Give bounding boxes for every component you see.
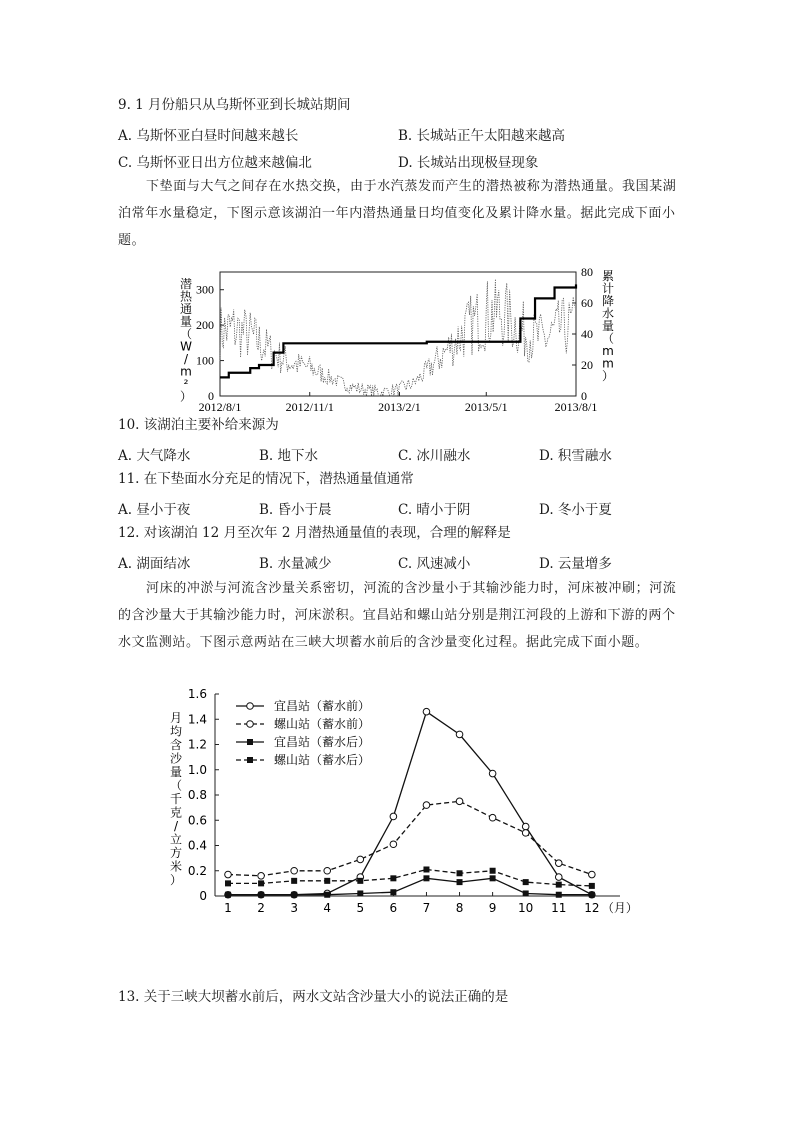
- chart2-series-4-point: [291, 878, 297, 884]
- chart2-ylabel-char: 沙: [169, 751, 183, 766]
- chart1-xtick-label: 2013/2/1: [378, 400, 421, 414]
- q9-option-d: D. 长城站出现极昼现象: [398, 155, 539, 171]
- passage-sediment: 河床的冲淤与河流含沙量关系密切，河流的含沙量小于其输沙能力时，河床被冲刷；河流的含沙量大于其输沙能力时，河床淤积。宜昌站和螺山站分别是荆江河段的上游和下游的两个水文监测站。下图示意两站在三峡大坝蓄水前后的含沙量变化过程。据此完成下面小题。: [118, 581, 677, 650]
- chart2-series-2-point: [555, 860, 562, 867]
- q11-option-c: C. 晴小于阴: [398, 502, 471, 518]
- chart2-ylabel-char: （: [169, 778, 183, 793]
- chart2-series-3-point: [324, 892, 330, 898]
- chart2-legend-label: 螺山站（蓄水前）: [274, 717, 371, 731]
- q10-option-b: B. 地下水: [259, 448, 319, 464]
- chart2-xtick-label: 8: [455, 901, 464, 915]
- chart1-ylabel-right-char: m: [602, 344, 614, 358]
- chart2-series-3-point: [390, 889, 396, 895]
- chart2-series-3-point: [490, 875, 496, 881]
- q10-option-a: A. 大气降水: [118, 448, 191, 464]
- chart2-legend-label: 螺山站（蓄水后）: [274, 753, 371, 767]
- chart2-series-2-point: [589, 871, 596, 878]
- chart1-ytick-label-right: 0: [581, 389, 587, 403]
- chart2-ylabel-char: 均: [169, 724, 183, 739]
- chart2-xtick-label: 6: [389, 901, 398, 915]
- chart2-series-4-point: [523, 879, 529, 885]
- chart1-ytick-label-right: 40: [581, 327, 593, 341]
- chart1-ylabel-left-char: m: [180, 364, 192, 379]
- chart1-precip-line: [220, 284, 576, 377]
- chart1-ylabel-right-char: 计: [601, 281, 615, 296]
- q9-stem: 9. 1 月份船只从乌斯怀亚到长城站期间: [118, 97, 351, 113]
- q10-option-d: D. 积雪融水: [539, 448, 612, 464]
- q9-option-b: B. 长城站正午太阳越来越高: [398, 128, 566, 144]
- chart2-series-2-point: [390, 841, 397, 848]
- chart2-series-3-point: [225, 892, 231, 898]
- chart2-series-4-point: [357, 878, 363, 884]
- chart2-xtick-label: 4: [323, 901, 332, 915]
- chart2-series-1-point: [489, 770, 496, 777]
- chart2-series-2-point: [225, 871, 232, 878]
- chart1-frame: [220, 272, 576, 396]
- chart1-ytick-label-left: 300: [196, 282, 214, 297]
- chart1-ylabel-right-char: 降: [601, 294, 615, 308]
- chart1-ylabel-right-char: 累: [601, 269, 615, 283]
- chart2-ylabel-char: 含: [169, 738, 183, 752]
- chart2-series-4-point: [390, 875, 396, 881]
- chart2-ytick-label: 1.6: [187, 687, 207, 701]
- chart2-ylabel-char: 方: [169, 846, 183, 860]
- chart2-series-1-point: [456, 731, 463, 738]
- chart1-ylabel-left-char: W: [180, 339, 192, 354]
- chart2-series-4-point: [589, 883, 595, 889]
- chart1-xtick-label: 2012/8/1: [198, 400, 242, 414]
- chart1-ylabel-right-char: 量: [601, 319, 615, 333]
- chart2-series-2-point: [258, 873, 265, 880]
- chart1-ylabel-right: [602, 269, 614, 383]
- chart2-ytick-label: 1.4: [187, 712, 207, 727]
- chart1-xtick-label: 2012/11/1: [285, 400, 334, 414]
- latent-heat-chart: [176, 262, 616, 422]
- q11-option-a: A. 昼小于夜: [118, 502, 191, 518]
- chart1-ytick-label-right: 20: [581, 358, 593, 372]
- chart2-series-3-line: [228, 878, 592, 894]
- chart2-xtick-label: 11: [551, 901, 567, 915]
- chart1-ytick-label-left: 200: [196, 318, 214, 333]
- chart2-series-4-point: [225, 880, 231, 886]
- chart2-ylabel-char: 月: [169, 711, 183, 725]
- chart2-ytick-label: 0.4: [187, 838, 207, 853]
- q12-stem: 12. 对该湖泊 12 月至次年 2 月潜热通量值的表现，合理的解释是: [118, 525, 511, 541]
- chart2-ytick-label: 0.8: [187, 788, 207, 802]
- chart2-series-4-line: [228, 870, 592, 886]
- chart2-xtick-label: 9: [488, 901, 497, 915]
- chart2-legend-marker: [247, 721, 254, 728]
- chart1-ytick-label-left: 100: [196, 353, 214, 368]
- chart1-ylabel-left-char: /: [183, 352, 189, 366]
- chart2-series-2-point: [324, 867, 331, 874]
- chart1-ylabel-right-char: 水: [601, 306, 615, 321]
- chart2-ytick-label: 1.0: [187, 762, 207, 777]
- chart2-series-3-point: [457, 879, 463, 885]
- chart2-ylabel: [170, 711, 183, 887]
- chart2-ytick-label: 0.6: [187, 813, 207, 828]
- chart1-ylabel-right-char: m: [602, 356, 614, 371]
- chart2-xtick-label: 3: [290, 901, 298, 915]
- chart2-ylabel-char: 米: [169, 859, 183, 874]
- chart2-series-3-point: [556, 892, 562, 898]
- chart1-ytick-label-right: 60: [581, 296, 593, 310]
- q9-option-a: A. 乌斯怀亚白昼时间越来越长: [118, 128, 299, 144]
- q12-option-a: A. 湖面结冰: [118, 556, 191, 572]
- chart2-series-3-point: [589, 892, 595, 898]
- chart2-ytick-label: 0: [199, 889, 207, 903]
- chart2-series-3-point: [523, 890, 529, 896]
- chart1-ytick-label-left: 0: [208, 389, 214, 403]
- q12-option-b: B. 水量减少: [259, 556, 332, 572]
- q10-stem: 10. 该湖泊主要补给来源为: [118, 417, 279, 433]
- chart2-series-3-point: [357, 890, 363, 896]
- chart2-series-3-point: [258, 892, 264, 898]
- chart2-series-2-line: [228, 801, 592, 876]
- chart2-xtick-label: 12: [584, 901, 600, 915]
- chart1-ylabel-left-char: 通: [179, 302, 193, 316]
- chart2-series-4-point: [423, 866, 429, 872]
- chart2-xtick-label: 2: [257, 901, 265, 915]
- chart1-ylabel-right-char: （: [601, 331, 615, 346]
- chart2-series-4-point: [324, 878, 330, 884]
- chart2-ylabel-char: ）: [169, 873, 183, 887]
- chart2-series-4-point: [258, 880, 264, 886]
- q11-option-b: B. 昏小于晨: [259, 502, 332, 518]
- chart2-xlabel: （月）: [601, 901, 638, 915]
- chart1-ylabel-left-char: 潜: [179, 277, 193, 291]
- chart2-series-1-point: [390, 813, 397, 820]
- chart2-series-3-point: [423, 875, 429, 881]
- q12-option-c: C. 风速减小: [398, 556, 471, 572]
- chart2-series-3-point: [291, 892, 297, 898]
- chart2-series-4-point: [457, 870, 463, 876]
- q12-option-d: D. 云量增多: [539, 556, 612, 572]
- chart1-ylabel-left-char: （: [179, 327, 193, 341]
- chart2-series-4-point: [490, 868, 496, 874]
- chart2-xtick-label: 5: [356, 901, 365, 915]
- chart2-ylabel-char: 千: [169, 792, 183, 806]
- chart2-legend-label: 宜昌站（蓄水后）: [274, 735, 371, 749]
- chart2-xtick-label: 1: [224, 901, 232, 915]
- chart2-ytick-label: 0.2: [187, 863, 207, 878]
- chart2-ylabel-char: 克: [169, 805, 183, 820]
- chart2-series-1-point: [522, 823, 529, 830]
- chart2-xtick-label: 10: [518, 901, 534, 915]
- passage-latent-heat: 下垫面与大气之间存在水热交换，由于水汽蒸发而产生的潜热被称为潜热通量。我国某湖泊常年水量稳定，下图示意该湖泊一年内潜热通量日均值变化及累计降水量。据此完成下面小题。: [118, 179, 677, 248]
- chart2-legend-label: 宜昌站（蓄水前）: [274, 699, 371, 713]
- chart1-ytick-label-right: 80: [581, 265, 593, 279]
- q10-option-c: C. 冰川融水: [398, 448, 471, 464]
- q11-stem: 11. 在下垫面水分充足的情况下，潜热通量值通常: [118, 471, 414, 487]
- chart1-xtick-label: 2013/5/1: [464, 400, 508, 414]
- chart2-legend-marker: [247, 757, 253, 763]
- q9-option-c: C. 乌斯怀亚日出方位越来越偏北: [118, 155, 312, 171]
- chart1-ylabel-left-char: 热: [179, 289, 193, 304]
- chart2-series-1-point: [555, 874, 562, 881]
- chart2-ylabel-char: 量: [169, 765, 183, 779]
- chart1-xtick-label: 2013/8/1: [554, 400, 598, 414]
- chart2-legend-marker: [247, 703, 254, 710]
- chart1-ylabel-left-char: 量: [179, 314, 193, 329]
- sediment-chart: [160, 682, 660, 927]
- chart2-ytick-label: 1.2: [187, 737, 207, 752]
- chart2-series-2-point: [357, 856, 364, 863]
- q13-stem: 13. 关于三峡大坝蓄水前后，两水文站含沙量大小的说法正确的是: [118, 989, 509, 1005]
- chart2-series-2-point: [456, 798, 463, 805]
- chart2-ylabel-char: /: [173, 819, 179, 833]
- chart1-ylabel-left-char: ）: [179, 389, 193, 404]
- chart2-series-1-point: [423, 708, 430, 715]
- chart2-ylabel-char: 立: [169, 832, 183, 847]
- chart1-ylabel-right-char: ）: [601, 369, 615, 383]
- chart2-series-4-point: [556, 882, 562, 888]
- chart2-series-2-point: [489, 814, 496, 821]
- chart2-series-2-point: [291, 867, 298, 874]
- chart2-legend-marker: [247, 739, 253, 745]
- chart2-series-2-point: [522, 830, 529, 837]
- chart2-xtick-label: 7: [422, 901, 431, 915]
- q11-option-d: D. 冬小于夏: [539, 502, 612, 518]
- chart1-ylabel-left-char: ²: [183, 377, 189, 391]
- chart2-series-2-point: [423, 802, 430, 809]
- chart1-ylabel-left: [180, 276, 193, 404]
